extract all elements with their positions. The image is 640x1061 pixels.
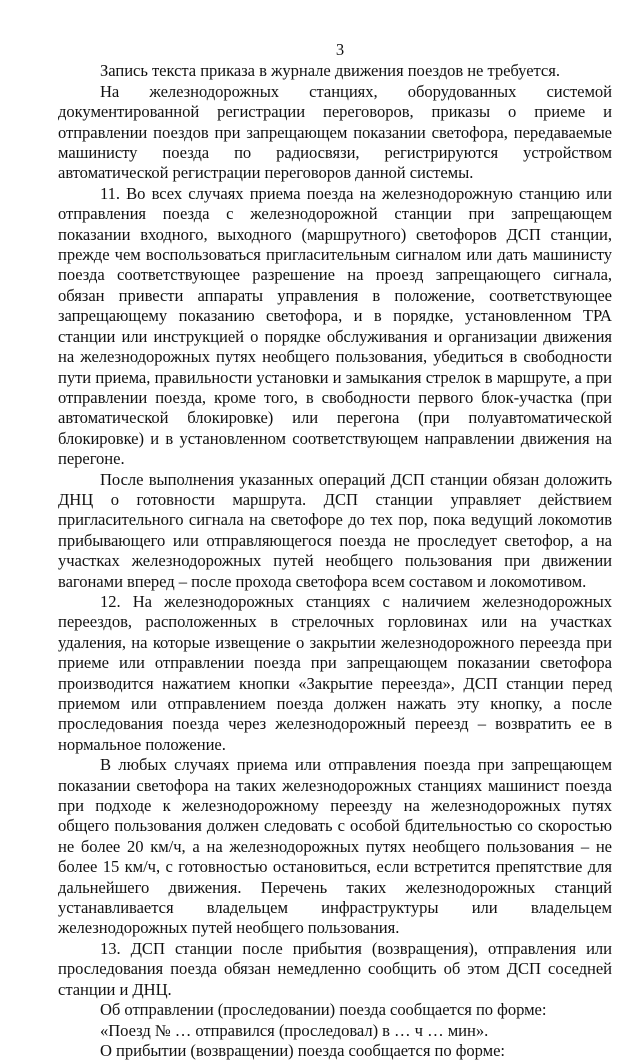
paragraph: Запись текста приказа в журнале движения поездов не требуется. <box>100 61 560 81</box>
paragraph: О прибытии (возвращении) поезда сообщается по форме: <box>100 1040 505 1060</box>
paragraph: «Поезд № … отправился (проследовал) в … ч … мин». <box>100 1020 489 1040</box>
paragraph: 12. На железнодорожных станциях с наличием железнодорожных переездов, расположенных в стрелочных горловинах или на участках удаления, на которые извещение о закрытии железнодорожного переезда при приеме или отправлении поезда при запрещающем показании светофора производится нажатием кнопки «Закрытие переезда», ДСП станции перед приемом или отправлением поезда должен нажать эту кнопку, а после проследования поезда через железнодорожный переезд – возвратить ее в нормальное положение. <box>58 591 612 754</box>
paragraph: 13. ДСП станции после прибытия (возвращения), отправления или проследования поезда обязан немедленно сообщить об этом ДСП соседней станции и ДНЦ. <box>58 938 612 999</box>
paragraph: После выполнения указанных операций ДСП станции обязан доложить ДНЦ о готовности маршрута. ДСП станции управляет действием пригласительного сигнала на светофоре до тех пор, пока ведущий локомотив прибывающего или отправляющегося поезда не проследует светофор, а на участках железнодорожных путей необщего пользования при движении вагонами вперед – после прохода светофора всем составом и локомотивом. <box>58 469 612 591</box>
paragraph: Об отправлении (проследовании) поезда сообщается по форме: <box>100 1000 547 1020</box>
paragraph: 11. Во всех случаях приема поезда на железнодорожную станцию или отправления поезда с железнодорожной станции при запрещающем показании входного, выходного (маршрутного) светофоров ДСП станции, прежде чем воспользоваться пригласительным сигналом или дать машинисту поезда соответствующее разрешение на проезд запрещающего сигнала, обязан привести аппараты управления в положение, соответствующее запрещающему показанию светофора, и в порядке, установленном ТРА станции или инструкцией о порядке обслуживания и организации движения на железнодорожных путях необщего пользования, убедиться в свободности пути приема, правильности установки и замыкания стрелок в маршруте, а при отправлении поезда, кроме того, в свободности первого блок-участка (при автоматической блокировке) или перегона (при полуавтоматической блокировке) и в установленном соответствующем направлении движения на перегоне. <box>58 183 612 469</box>
paragraph: В любых случаях приема или отправления поезда при запрещающем показании светофора на таких железнодорожных станциях машинист поезда при подходе к железнодорожному переезду на железнодорожных путях общего пользования должен следовать с особой бдительностью со скоростью не более 20 км/ч, а на железнодорожных путях необщего пользования – не более 15 км/ч, с готовностью остановиться, если встретится препятствие для дальнейшего движения. Перечень таких железнодорожных станций устанавливается владельцем инфраструктуры или владельцем железнодорожных путей необщего пользования. <box>58 755 612 938</box>
paragraph: На железнодорожных станциях, оборудованных системой документированной регистрации переговоров, приказы о приеме и отправлении поездов при запрещающем показании светофора, передаваемые машинисту поезда по радиосвязи, регистрируются устройством автоматической регистрации переговоров данной системы. <box>58 81 612 183</box>
document-page <box>58 40 612 1061</box>
page-number: 3 <box>335 40 345 59</box>
